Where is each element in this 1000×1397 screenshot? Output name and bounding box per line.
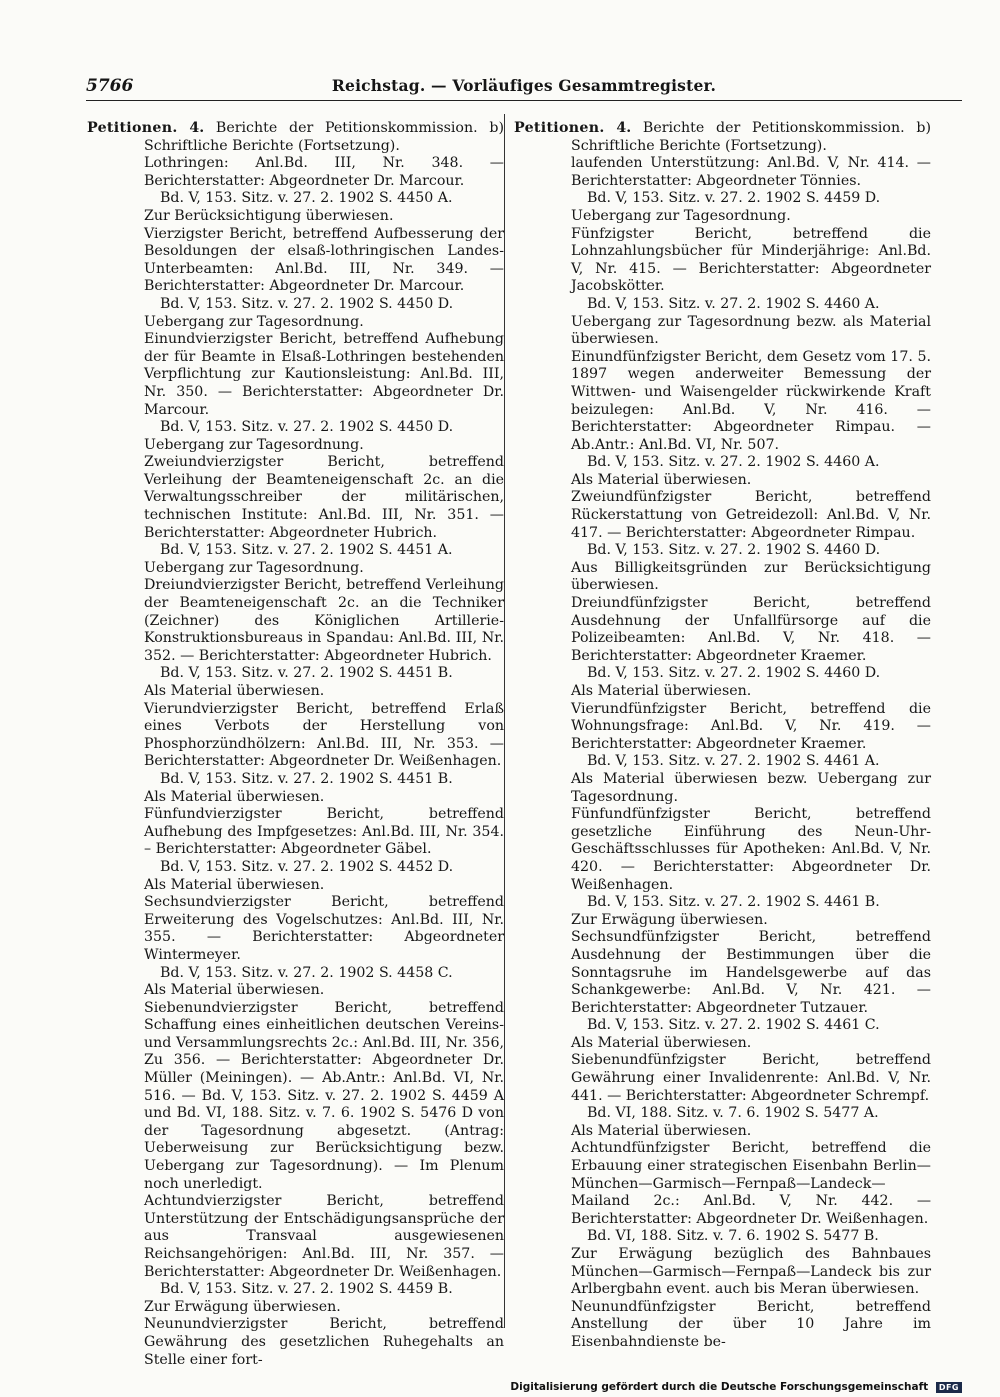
entry-citation: Bd. V, 153. Sitz. v. 27. 2. 1902 S. 4452 D.	[160, 858, 454, 875]
entry-citation: Bd. VI, 188. Sitz. v. 7. 6. 1902 S. 5477 B.	[587, 1228, 879, 1245]
entry-title: Einundfünfzigster Bericht, dem Gesetz vom 17. 5. 1897 wegen anderweiter Bemessung der Wittwen- und Waisengelder rückwirkende Kraft beizulegen: Anl.Bd. V, Nr. 416. — Berichterstatter: Abgeordneter Rimpau. — Ab.Antr.: Anl.Bd. VI, Nr. 507.	[571, 348, 931, 453]
register-entry	[144, 331, 504, 454]
entry-result: Als Material überwiesen.	[571, 683, 752, 699]
section-subtitle: Berichte der Petitionskommission. b) Schriftliche Berichte (Fortsetzung).	[571, 120, 931, 154]
register-entry	[571, 1052, 931, 1140]
section-number: 4.	[189, 120, 205, 136]
entry-title: Neunundvierzigster Bericht, betreffend Gewährung des gesetzlichen Ruhegehalts an Stelle einer fort-	[144, 1316, 504, 1368]
entry-citation: Bd. VI, 188. Sitz. v. 7. 6. 1902 S. 5477 A.	[587, 1105, 879, 1122]
entry-title: Achtundvierzigster Bericht, betreffend Unterstützung der Entschädigungsansprüche der aus Transvaal ausgewiesenen Reichsangehörigen: Anl.Bd. III, Nr. 357. — Berichterstatter: Abgeordneter Dr. Weißenhagen.	[144, 1193, 504, 1280]
register-entry	[571, 595, 931, 701]
right-entry-list	[571, 155, 931, 1351]
entry-citation: Bd. V, 153. Sitz. v. 27. 2. 1902 S. 4450 A.	[160, 190, 453, 207]
section-label: Petitionen.	[514, 120, 605, 136]
entry-result: Zur Erwägung überwiesen.	[571, 911, 768, 928]
entry-title: Vierzigster Bericht, betreffend Aufbesserung der Besoldungen der elsaß-lothringischen Landes-Unterbeamten: Anl.Bd. III, Nr. 349. — Berichterstatter: Abgeordneter Dr. Marcour.	[144, 225, 504, 295]
entry-title: Fünfundfünfzigster Bericht, betreffend gesetzliche Einführung des Neun-Uhr-Geschäftsschlusses für Apotheken: Anl.Bd. V, Nr. 420. — Berichterstatter: Abgeordneter Dr. Weißenhagen.	[571, 806, 931, 893]
entry-result: Als Material überwiesen.	[571, 1122, 752, 1139]
entry-result: Zur Erwägung bezüglich des Bahnbaues München—Garmisch—Fernpaß—Landeck bis zur Arlbergbahn event. auch bis Meran überwiesen.	[571, 1246, 931, 1298]
entry-citation: Bd. V, 153. Sitz. v. 27. 2. 1902 S. 4460 D.	[587, 665, 881, 682]
entry-result: Aus Billigkeitsgründen zur Berücksichtigung überwiesen.	[571, 559, 931, 594]
entry-title: Zweiundfünfzigster Bericht, betreffend Rückerstattung von Getreidezoll: Anl.Bd. V, Nr. 417. — Berichterstatter: Abgeordneter Rimpau.	[571, 489, 931, 541]
entry-result: Als Material überwiesen.	[144, 982, 325, 999]
entry-title: Vierundvierzigster Bericht, betreffend Erlaß eines Verbots der Herstellung von Phosphorzündhölzern: Anl.Bd. III, Nr. 353. — Berichterstatter: Abgeordneter Dr. Weißenhagen.	[144, 700, 504, 770]
section-subtitle: Berichte der Petitionskommission. b) Schriftliche Berichte (Fortsetzung).	[144, 120, 504, 154]
dfg-logo: DFG	[936, 1382, 962, 1393]
entry-citation: Bd. V, 153. Sitz. v. 27. 2. 1902 S. 4458 C.	[160, 964, 453, 981]
entry-title: Sechsundvierzigster Bericht, betreffend Erweiterung des Vogelschutzes: Anl.Bd. III, Nr. 355. — Berichterstatter: Abgeordneter Wintermeyer.	[144, 894, 504, 963]
register-entry	[144, 226, 504, 332]
column-divider	[504, 114, 505, 1328]
register-entry	[571, 349, 931, 490]
page-number: 5766	[86, 76, 134, 96]
entry-title: Fünfundvierzigster Bericht, betreffend Aufhebung des Impfgesetzes: Anl.Bd. III, Nr. 354. – Berichterstatter: Abgeordneter Gäbel.	[144, 806, 504, 858]
entry-citation: Bd. V, 153. Sitz. v. 27. 2. 1902 S. 4451 B.	[160, 665, 453, 682]
entry-title: Lothringen: Anl.Bd. III, Nr. 348. — Berichterstatter: Abgeordneter Dr. Marcour.	[144, 155, 504, 189]
register-entry	[571, 1299, 931, 1352]
register-entry	[144, 701, 504, 807]
section-number: 4.	[616, 120, 632, 136]
register-entry	[571, 489, 931, 595]
register-entry	[571, 929, 931, 1052]
register-entry	[571, 1140, 931, 1298]
entry-result: Uebergang zur Tagesordnung.	[144, 559, 364, 576]
section-label: Petitionen.	[87, 120, 178, 136]
entry-citation: Bd. V, 153. Sitz. v. 27. 2. 1902 S. 4461 C.	[587, 1017, 880, 1034]
entry-title: Dreiundvierzigster Bericht, betreffend Verleihung der Beamteneigenschaft 2c. an die Techniker (Zeichner) des Königlichen Artillerie-Konstruktionsbureaus in Spandau: Anl.Bd. III, Nr. 352. — Berichterstatter: Abgeordneter Hubrich.	[144, 577, 504, 664]
register-entry	[144, 454, 504, 577]
entry-citation: Bd. V, 153. Sitz. v. 27. 2. 1902 S. 4459 D.	[587, 190, 881, 207]
running-title: Reichstag. — Vorläufiges Gesammtregister.	[331, 76, 717, 95]
entry-citation: Bd. V, 153. Sitz. v. 27. 2. 1902 S. 4450 D.	[160, 295, 454, 312]
page-header	[86, 76, 962, 101]
entry-result: Zur Erwägung überwiesen.	[144, 1298, 341, 1315]
entry-result: Als Material überwiesen.	[144, 683, 325, 699]
entry-result: Uebergang zur Tagesordnung.	[571, 207, 791, 224]
register-entry	[571, 155, 931, 225]
register-entry	[144, 806, 504, 894]
entry-citation: Bd. V, 153. Sitz. v. 27. 2. 1902 S. 4460 D.	[587, 542, 881, 559]
right-column	[514, 120, 931, 1352]
entry-result: Als Material überwiesen.	[144, 788, 325, 805]
register-entry	[144, 1193, 504, 1316]
entry-result: Als Material überwiesen.	[571, 1034, 752, 1051]
entry-title: Zweiundvierzigster Bericht, betreffend Verleihung der Beamteneigenschaft 2c. an die Verwaltungsschreiber der militärischen, technischen Institute: Anl.Bd. III, Nr. 351. — Berichterstatter: Abgeordneter Hubrich.	[144, 454, 504, 541]
entry-result: Als Material überwiesen.	[571, 471, 752, 488]
entry-citation: Bd. V, 153. Sitz. v. 27. 2. 1902 S. 4460 A.	[587, 295, 880, 312]
entry-citation: Bd. V, 153. Sitz. v. 27. 2. 1902 S. 4460 A.	[587, 454, 880, 471]
register-entry	[571, 701, 931, 807]
entry-result: Uebergang zur Tagesordnung.	[144, 436, 364, 453]
register-entry	[144, 577, 504, 700]
left-column	[87, 120, 504, 1369]
register-entry	[571, 226, 931, 349]
entry-title: Siebenundfünfzigster Bericht, betreffend Gewährung einer Invalidenrente: Anl.Bd. V, Nr. 441. — Berichterstatter: Abgeordneter Schrempf.	[571, 1052, 931, 1104]
entry-citation: Bd. V, 153. Sitz. v. 27. 2. 1902 S. 4451 A.	[160, 542, 453, 559]
left-entry-list	[144, 155, 504, 1369]
entry-title: Neunundfünfzigster Bericht, betreffend Anstellung der über 10 Jahre im Eisenbahndienste be-	[571, 1298, 931, 1350]
footer-credit	[510, 1381, 962, 1393]
entry-result: Uebergang zur Tagesordnung bezw. als Material überwiesen.	[571, 313, 931, 348]
entry-citation: Bd. V, 153. Sitz. v. 27. 2. 1902 S. 4459 B.	[160, 1281, 453, 1298]
funding-credit: Digitalisierung gefördert durch die Deutsche Forschungsgemeinschaft	[510, 1381, 929, 1393]
register-entry	[144, 155, 504, 225]
register-entry	[144, 1316, 504, 1369]
entry-title: Siebenundvierzigster Bericht, betreffend Schaffung eines einheitlichen deutschen Vereins- und Versammlungsrechts 2c.: Anl.Bd. III, Nr. 356, Zu 356. — Berichterstatter: Abgeordneter Dr. Müller (Meiningen). — Ab.Antr.: Anl.Bd. VI, Nr. 516. — Bd. V, 153. Sitz. v. 27. 2. 1902 S. 4459 A und Bd. VI, 188. Sitz. v. 7. 6. 1902 S. 5476 D von der Tagesordnung abgesetzt. (Antrag: Ueberweisung zur Berücksichtigung bezw. Uebergang zur Tagesordnung). — Im Plenum noch unerledigt.	[144, 999, 504, 1192]
register-entry	[144, 1000, 504, 1194]
entry-citation: Bd. V, 153. Sitz. v. 27. 2. 1902 S. 4461 A.	[587, 753, 880, 770]
register-entry	[144, 894, 504, 1000]
entry-citation: Bd. V, 153. Sitz. v. 27. 2. 1902 S. 4450 D.	[160, 419, 454, 436]
entry-citation: Bd. V, 153. Sitz. v. 27. 2. 1902 S. 4461 B.	[587, 894, 880, 911]
entry-title: Dreiundfünfzigster Bericht, betreffend Ausdehnung der Unfallfürsorge auf die Polizeibeamten: Anl.Bd. V, Nr. 418. — Berichterstatter: Abgeordneter Kraemer.	[571, 595, 931, 664]
entry-title: Vierundfünfzigster Bericht, betreffend die Wohnungsfrage: Anl.Bd. V, Nr. 419. — Berichterstatter: Abgeordneter Kraemer.	[571, 700, 931, 752]
entry-result: Als Material überwiesen bezw. Uebergang zur Tagesordnung.	[571, 770, 931, 805]
entry-citation: Bd. V, 153. Sitz. v. 27. 2. 1902 S. 4451 B.	[160, 770, 453, 787]
entry-result: Als Material überwiesen.	[144, 876, 325, 893]
register-entry	[571, 806, 931, 929]
entry-title: laufenden Unterstützung: Anl.Bd. V, Nr. 414. — Berichterstatter: Abgeordneter Tönnies.	[571, 155, 931, 189]
left-column-heading	[87, 120, 504, 155]
entry-title: Einundvierzigster Bericht, betreffend Aufhebung der für Beamte in Elsaß-Lothringen bestehenden Verpflichtung zur Kautionsleistung: Anl.Bd. III, Nr. 350. — Berichterstatter: Abgeordneter Dr. Marcour.	[144, 331, 504, 418]
entry-result: Zur Berücksichtigung überwiesen.	[144, 207, 394, 224]
entry-title: Fünfzigster Bericht, betreffend die Lohnzahlungsbücher für Minderjährige: Anl.Bd. V, Nr. 415. — Berichterstatter: Abgeordneter Jacobskötter.	[571, 225, 931, 295]
entry-result: Uebergang zur Tagesordnung.	[144, 313, 364, 330]
right-column-heading	[514, 120, 931, 155]
entry-title: Sechsundfünfzigster Bericht, betreffend Ausdehnung der Bestimmungen über die Sonntagsruhe im Handelsgewerbe auf das Schankgewerbe: Anl.Bd. V, Nr. 421. — Berichterstatter: Abgeordneter Tutzauer.	[571, 929, 931, 1016]
entry-title: Achtundfünfzigster Bericht, betreffend die Erbauung einer strategischen Eisenbahn Berlin—München—Garmisch—Fernpaß—Landeck—Mailand 2c.: Anl.Bd. V, Nr. 442. — Berichterstatter: Abgeordneter Dr. Weißenhagen.	[571, 1140, 931, 1227]
